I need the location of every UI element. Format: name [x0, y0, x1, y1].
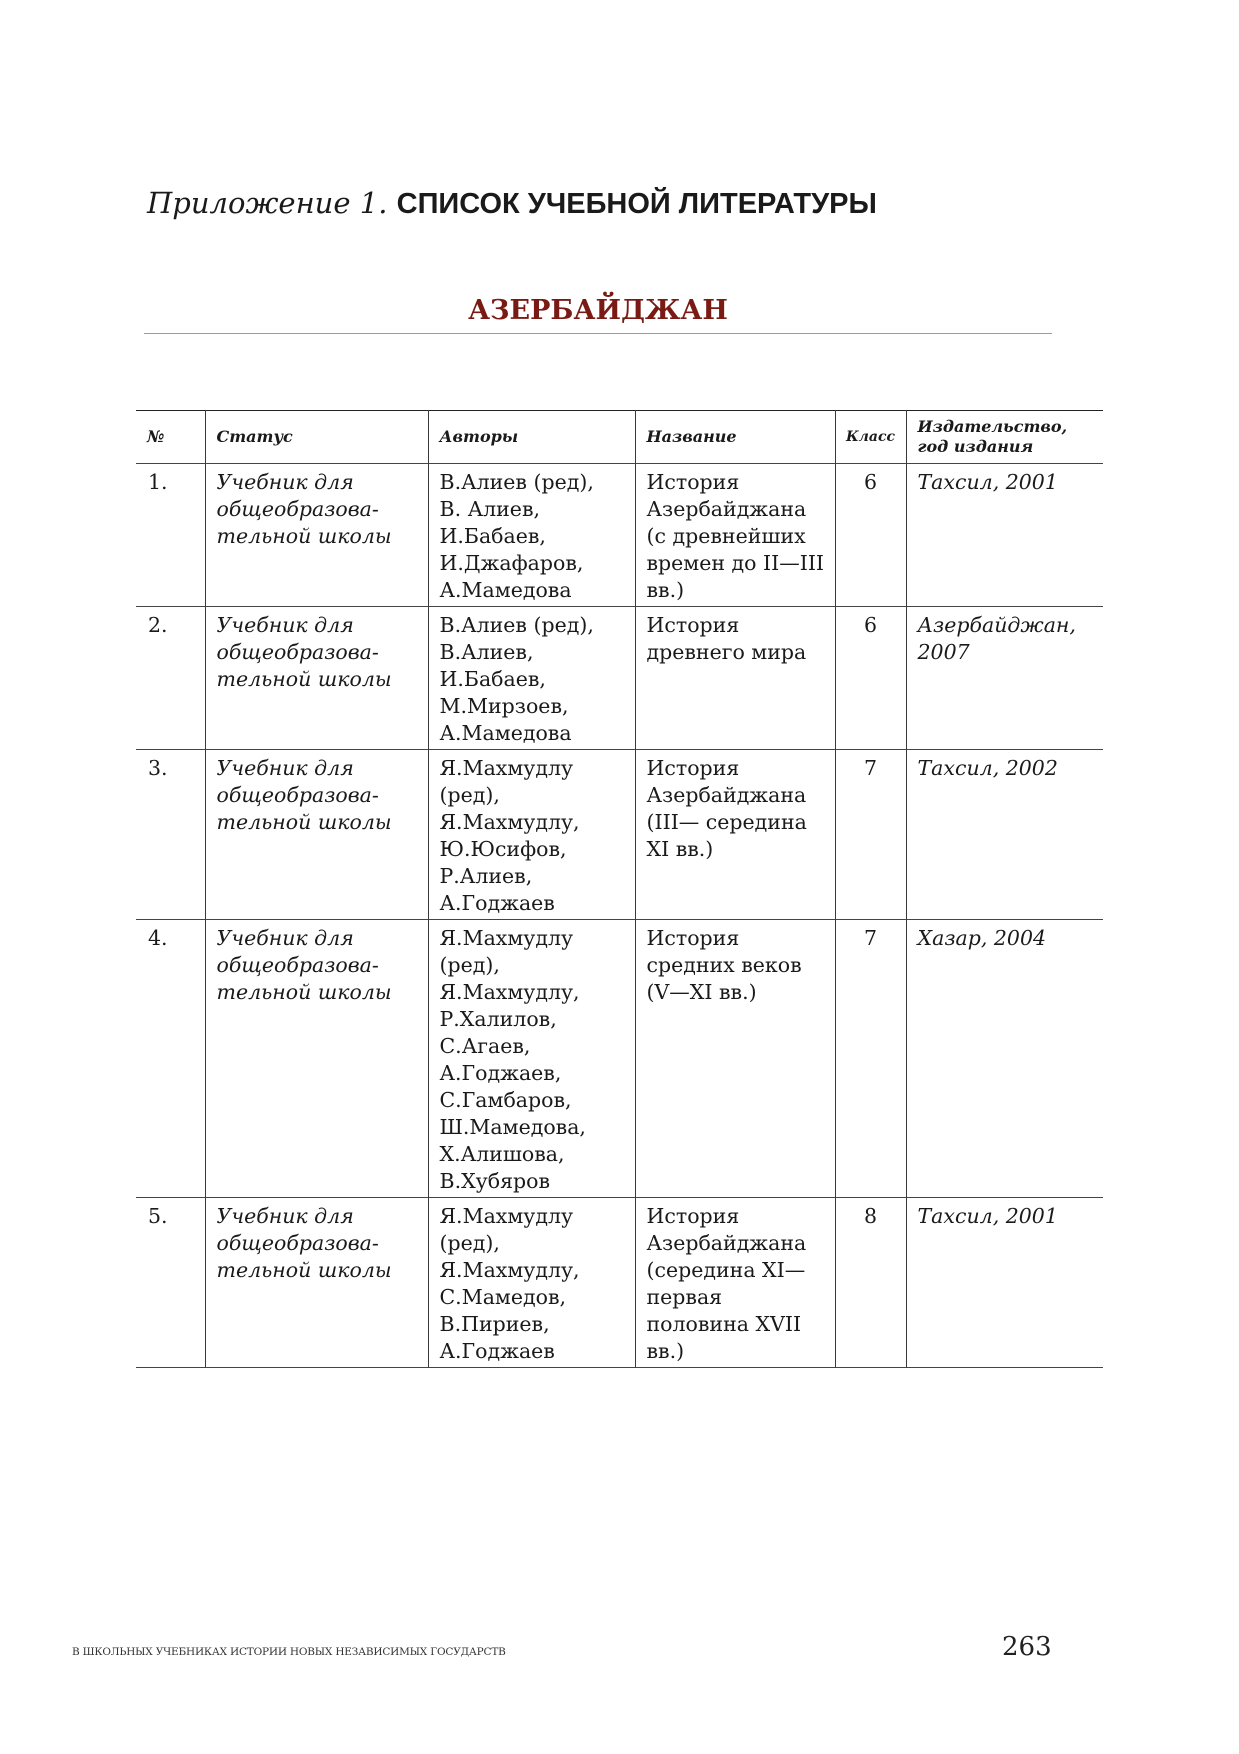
cell-status-line: Учебник для	[216, 470, 354, 494]
cell-title	[635, 750, 835, 920]
cell-authors-line: С.Агаев,	[439, 1034, 531, 1058]
country-title: АЗЕРБАЙДЖАН	[468, 295, 728, 326]
cell-authors	[428, 607, 635, 750]
cell-title	[635, 920, 835, 1198]
cell-title-line: Азербайджана	[646, 497, 807, 521]
cell-authors-line: В.Алиев (ред),	[439, 613, 594, 637]
table-row	[136, 750, 1103, 920]
cell-class: 7	[835, 920, 906, 1198]
cell-status	[205, 920, 428, 1198]
cell-authors-line: И.Бабаев,	[439, 667, 546, 691]
header-title: Название	[635, 411, 835, 464]
cell-authors-line: С.Мамедов,	[439, 1285, 567, 1309]
cell-authors-line: В.Хубяров	[439, 1169, 551, 1193]
cell-publisher-line: Тахсил, 2001	[917, 470, 1058, 494]
cell-title-line: древнего мира	[646, 640, 807, 664]
header-num: №	[136, 411, 205, 464]
cell-authors-line: Я.Махмудлу	[439, 756, 574, 780]
cell-publisher	[906, 607, 1103, 750]
cell-status-line: тельной школы	[216, 667, 392, 691]
cell-title-line: (с древнейших	[646, 524, 806, 548]
cell-authors-line: Я.Махмудлу,	[439, 1258, 580, 1282]
cell-class: 8	[835, 1198, 906, 1368]
cell-title-line: (V—XI вв.)	[646, 980, 757, 1004]
cell-authors-line: Х.Алишова,	[439, 1142, 565, 1166]
page-heading	[147, 186, 877, 221]
cell-status-line: Учебник для	[216, 1204, 354, 1228]
table-row	[136, 920, 1103, 1198]
cell-status-line: общеобразова-	[216, 640, 379, 664]
cell-title-line: средних веков	[646, 953, 802, 977]
heading-title: СПИСОК УЧЕБНОЙ ЛИТЕРАТУРЫ	[396, 188, 877, 220]
cell-status-line: тельной школы	[216, 524, 392, 548]
cell-title-line: История	[646, 926, 740, 950]
cell-num: 4.	[136, 920, 205, 1198]
cell-authors-line: Я.Махмудлу	[439, 1204, 574, 1228]
cell-authors-line: Ш.Мамедова,	[439, 1115, 586, 1139]
cell-authors	[428, 920, 635, 1198]
country-divider	[144, 333, 1052, 334]
cell-status-line: Учебник для	[216, 613, 354, 637]
cell-status-line: общеобразова-	[216, 497, 379, 521]
table-body	[136, 464, 1103, 1368]
cell-status-line: тельной школы	[216, 1258, 392, 1282]
cell-title-line: Азербайджана	[646, 783, 807, 807]
cell-publisher-line: Азербайджан,	[917, 613, 1076, 637]
cell-title-line: История	[646, 756, 740, 780]
cell-publisher-line: Тахсил, 2001	[917, 1204, 1058, 1228]
cell-authors-line: Я.Махмудлу,	[439, 810, 580, 834]
table-row	[136, 1198, 1103, 1368]
textbook-table	[136, 410, 1103, 1368]
cell-title-line: История	[646, 613, 740, 637]
cell-num: 5.	[136, 1198, 205, 1368]
cell-authors	[428, 750, 635, 920]
cell-status	[205, 607, 428, 750]
cell-title-line: половина XVII	[646, 1312, 802, 1336]
cell-authors-line: А.Годжаев	[439, 1339, 555, 1363]
table-header-row	[136, 411, 1103, 464]
cell-publisher	[906, 464, 1103, 607]
cell-num: 3.	[136, 750, 205, 920]
cell-class: 6	[835, 464, 906, 607]
cell-title-line: История	[646, 470, 740, 494]
cell-status-line: Учебник для	[216, 756, 354, 780]
cell-title	[635, 607, 835, 750]
cell-publisher-line: Тахсил, 2002	[917, 756, 1058, 780]
header-publisher	[906, 411, 1103, 464]
cell-authors-line: (ред),	[439, 953, 500, 977]
cell-authors-line: В.Пириев,	[439, 1312, 550, 1336]
header-publisher-line2: год издания	[917, 437, 1034, 456]
header-publisher-line1: Издательство,	[917, 417, 1068, 436]
cell-status-line: общеобразова-	[216, 783, 379, 807]
cell-publisher	[906, 1198, 1103, 1368]
cell-authors-line: В.Алиев (ред),	[439, 470, 594, 494]
cell-authors-line: Р.Алиев,	[439, 864, 533, 888]
cell-authors-line: А.Годжаев	[439, 891, 555, 915]
header-authors: Авторы	[428, 411, 635, 464]
cell-title-line: XI вв.)	[646, 837, 714, 861]
cell-class: 7	[835, 750, 906, 920]
cell-publisher-line: Хазар, 2004	[917, 926, 1047, 950]
cell-num: 2.	[136, 607, 205, 750]
cell-title-line: История	[646, 1204, 740, 1228]
cell-title-line: времен до II—III	[646, 551, 825, 575]
heading-prefix: Приложение 1.	[147, 186, 388, 220]
cell-status	[205, 1198, 428, 1368]
cell-publisher-line: 2007	[917, 640, 970, 664]
cell-authors-line: Я.Махмудлу,	[439, 980, 580, 1004]
cell-title-line: (III— середина	[646, 810, 807, 834]
cell-status-line: общеобразова-	[216, 953, 379, 977]
cell-authors-line: И.Джафаров,	[439, 551, 584, 575]
cell-title-line: первая	[646, 1285, 723, 1309]
cell-class: 6	[835, 607, 906, 750]
cell-authors	[428, 1198, 635, 1368]
cell-authors	[428, 464, 635, 607]
cell-status-line: общеобразова-	[216, 1231, 379, 1255]
table-row	[136, 464, 1103, 607]
page-number: 263	[1002, 1632, 1052, 1662]
cell-authors-line: М.Мирзоев,	[439, 694, 569, 718]
table-row	[136, 607, 1103, 750]
cell-authors-line: В. Алиев,	[439, 497, 540, 521]
cell-authors-line: Я.Махмудлу	[439, 926, 574, 950]
header-status: Статус	[205, 411, 428, 464]
cell-authors-line: А.Годжаев,	[439, 1061, 562, 1085]
cell-authors-line: В.Алиев,	[439, 640, 534, 664]
cell-status-line: тельной школы	[216, 810, 392, 834]
cell-num: 1.	[136, 464, 205, 607]
footer-running-title: В ШКОЛЬНЫХ УЧЕБНИКАХ ИСТОРИИ НОВЫХ НЕЗАВИСИМЫХ ГОСУДАРСТВ	[72, 1646, 506, 1658]
cell-authors-line: А.Мамедова	[439, 578, 572, 602]
cell-title-line: вв.)	[646, 1339, 685, 1363]
cell-publisher	[906, 750, 1103, 920]
cell-status	[205, 464, 428, 607]
cell-authors-line: (ред),	[439, 783, 500, 807]
cell-status-line: тельной школы	[216, 980, 392, 1004]
cell-title	[635, 1198, 835, 1368]
cell-authors-line: А.Мамедова	[439, 721, 572, 745]
cell-title	[635, 464, 835, 607]
cell-authors-line: Р.Халилов,	[439, 1007, 557, 1031]
cell-authors-line: И.Бабаев,	[439, 524, 546, 548]
cell-authors-line: (ред),	[439, 1231, 500, 1255]
cell-authors-line: С.Гамбаров,	[439, 1088, 572, 1112]
cell-status-line: Учебник для	[216, 926, 354, 950]
cell-title-line: (середина XI—	[646, 1258, 806, 1282]
cell-authors-line: Ю.Юсифов,	[439, 837, 567, 861]
cell-status	[205, 750, 428, 920]
header-class: Класс	[835, 411, 906, 464]
cell-title-line: Азербайджана	[646, 1231, 807, 1255]
cell-title-line: вв.)	[646, 578, 685, 602]
cell-publisher	[906, 920, 1103, 1198]
